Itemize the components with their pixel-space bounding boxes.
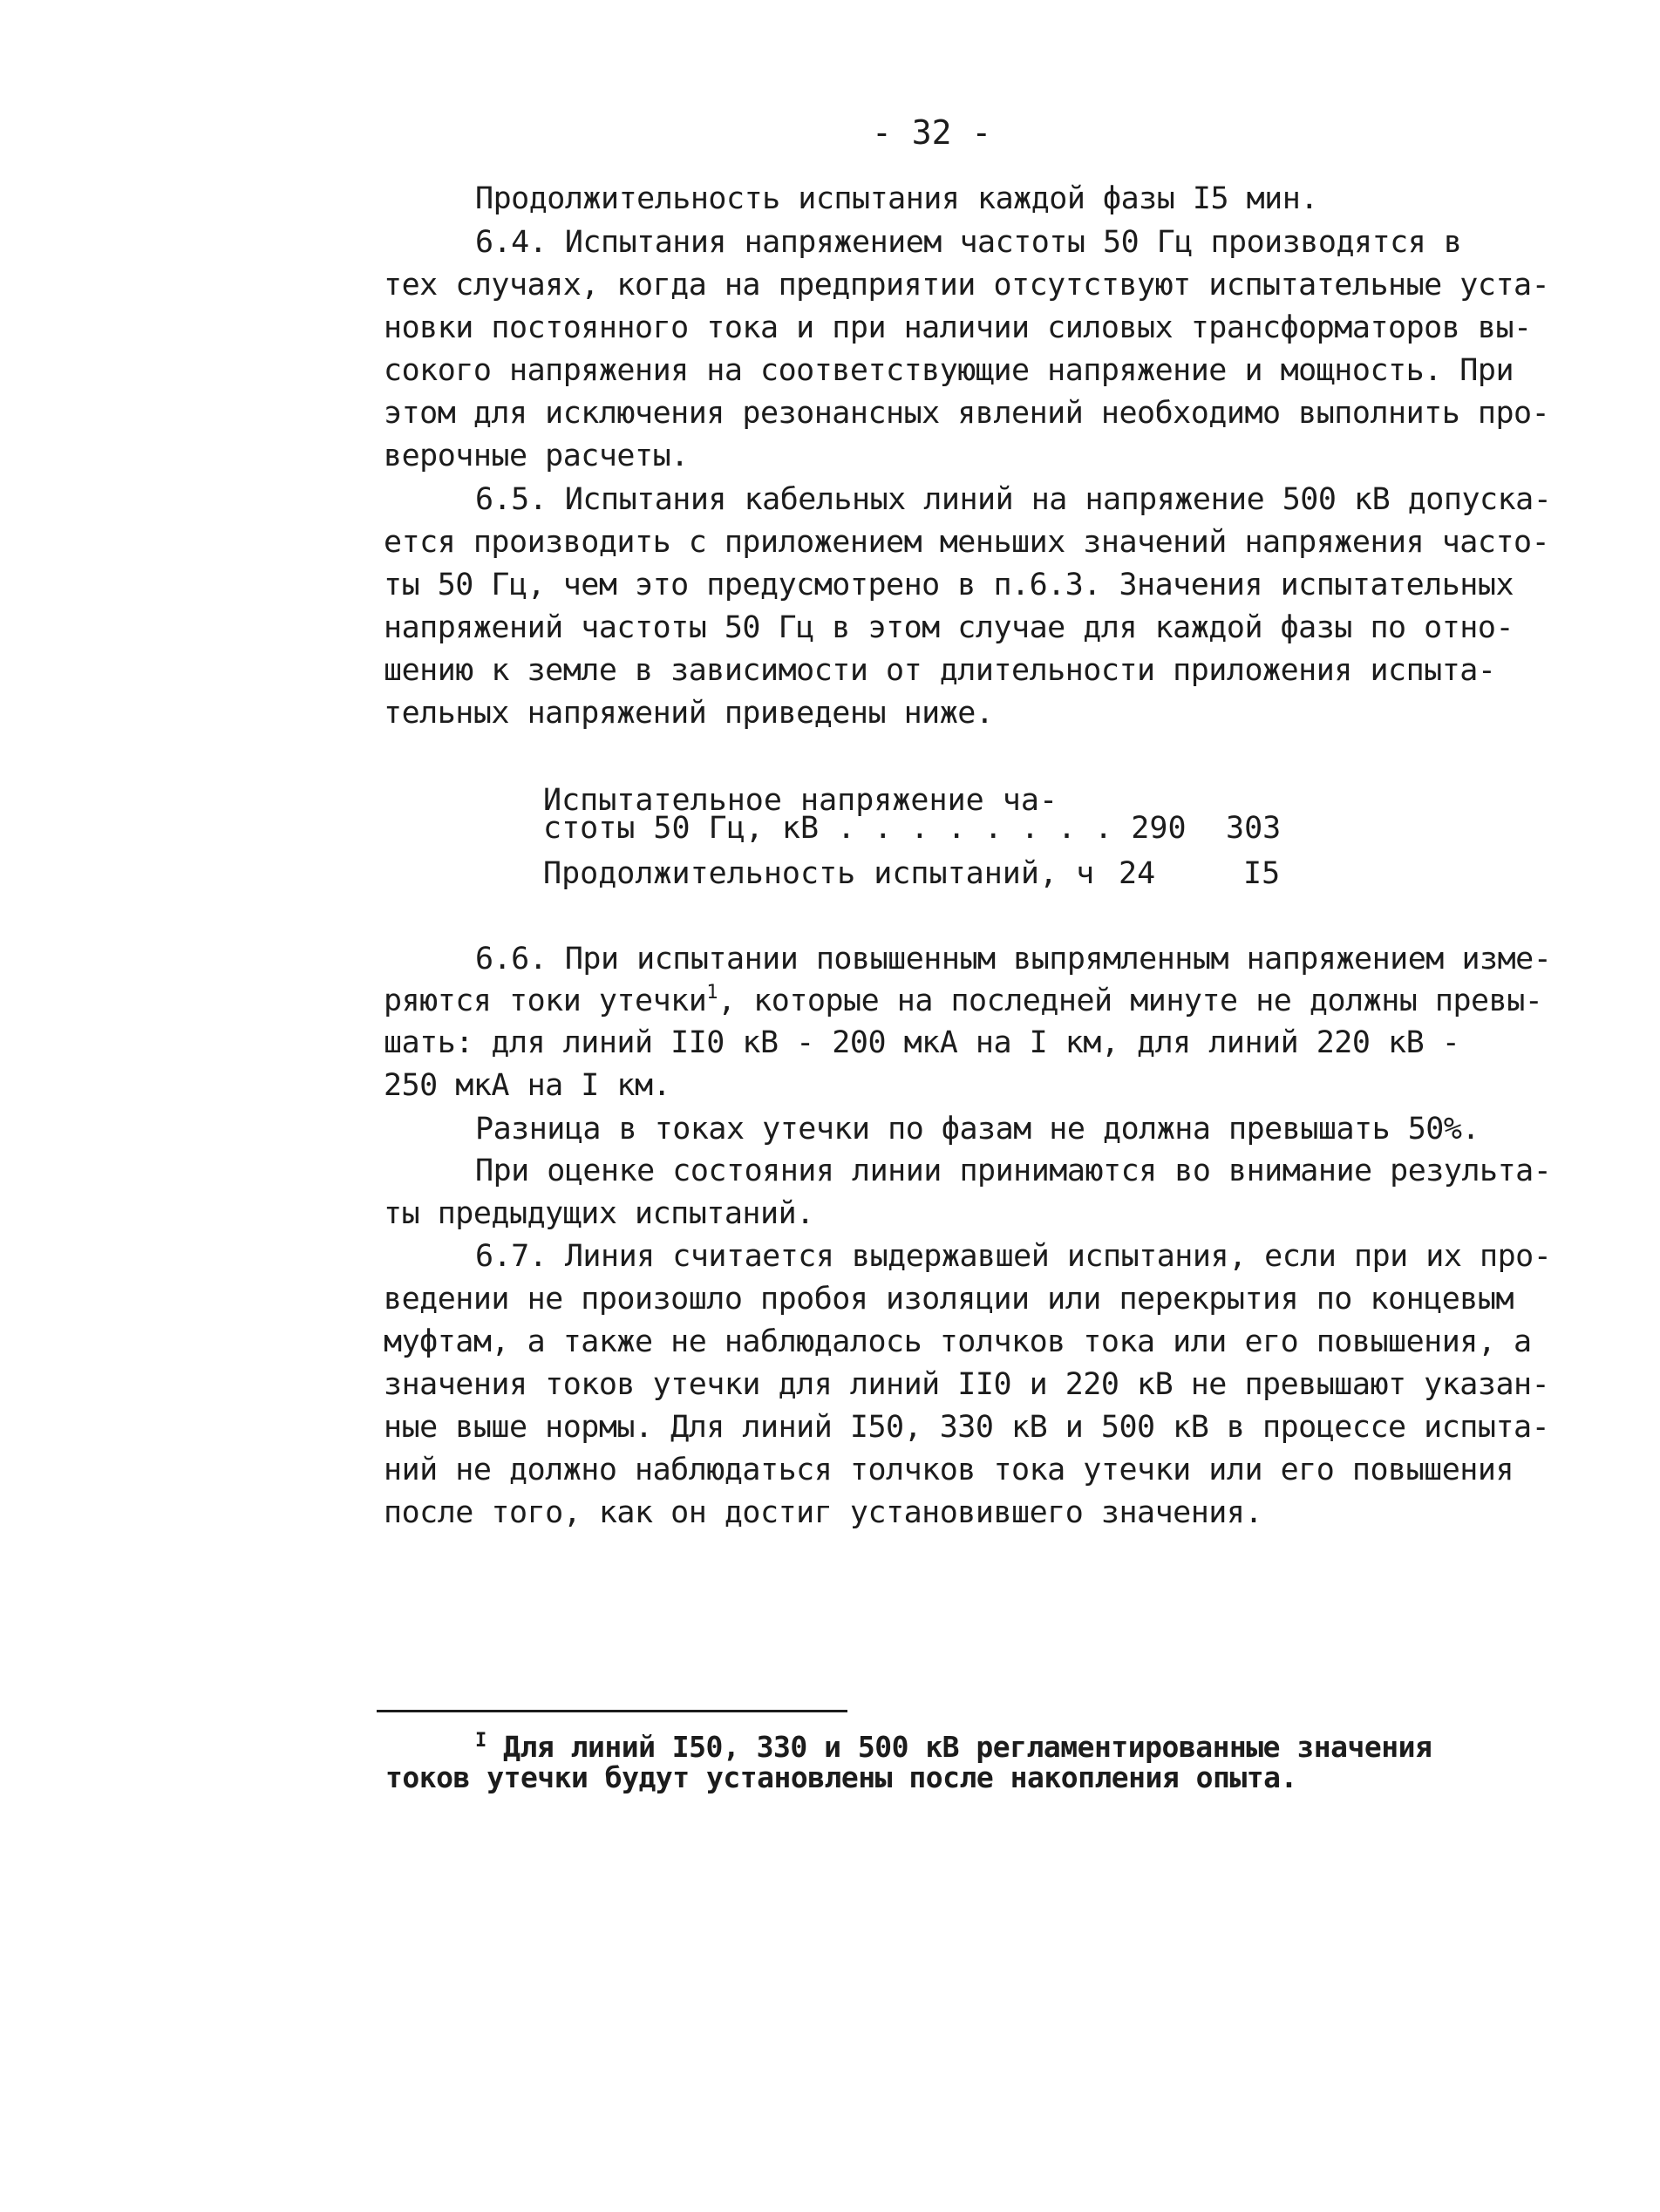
text-line: шать: для линий II0 кВ - 200 мкА на I км, для линий 220 кВ - bbox=[384, 1025, 1460, 1060]
text-line bbox=[384, 983, 1542, 1018]
footnote-mark: I bbox=[475, 1730, 486, 1752]
table-label: стоты 50 Гц, кВ . . . . . . . . 290 bbox=[543, 811, 1187, 846]
text-line: сокого напряжения на соответствующие напряжение и мощность. При bbox=[384, 353, 1514, 388]
table-label: Испытательное напряжение ча- bbox=[543, 783, 1058, 818]
text-line: верочные расчеты. bbox=[384, 439, 689, 473]
table-row bbox=[543, 809, 1293, 847]
text-line: 6.4. Испытания напряжением частоты 50 Гц производятся в bbox=[475, 225, 1462, 260]
text-line: значения токов утечки для линий II0 и 220 кВ не превышают указан- bbox=[384, 1367, 1550, 1402]
text-line: ний не должно наблюдаться толчков тока утечки или его повышения bbox=[384, 1453, 1514, 1487]
text-line: этом для исключения резонансных явлений необходимо выполнить про- bbox=[384, 396, 1550, 431]
text-line: ты предыдущих испытаний. bbox=[384, 1196, 814, 1231]
text-line: новки постоянного тока и при наличии силовых трансформаторов вы- bbox=[384, 310, 1532, 345]
text-line: ведении не произошло пробоя изоляции или перекрытия по концевым bbox=[384, 1282, 1514, 1317]
text-line: 250 мкА на I км. bbox=[384, 1068, 671, 1103]
footnote-line: токов утечки будут установлены после накопления опыта. bbox=[385, 1760, 1297, 1794]
text-fragment: ряются токи утечки bbox=[384, 983, 707, 1018]
text-fragment: , которые на последней минуте не должны превы- bbox=[718, 983, 1543, 1018]
text-line: муфтам, а также не наблюдалось толчков тока или его повышения, а bbox=[384, 1324, 1532, 1359]
page-number: - 32 - bbox=[872, 113, 992, 152]
text-line: ется производить с приложением меньших значений напряжения часто- bbox=[384, 525, 1550, 560]
table-value: I5 bbox=[1243, 856, 1281, 891]
text-line: тех случаях, когда на предприятии отсутствуют испытательные уста- bbox=[384, 268, 1550, 303]
table-label: Продолжительность испытаний, ч bbox=[543, 856, 1095, 891]
text-line: При оценке состояния линии принимаются во внимание результа- bbox=[475, 1154, 1552, 1188]
table-row bbox=[543, 854, 1293, 893]
table-value: 24 bbox=[1119, 856, 1156, 891]
text-line: Продолжительность испытания каждой фазы I5 мин. bbox=[475, 181, 1318, 216]
footnote-line bbox=[475, 1731, 1432, 1764]
text-line: после того, как он достиг установившего значения. bbox=[384, 1495, 1263, 1530]
footnote-reference: 1 bbox=[706, 982, 718, 1004]
text-line: 6.5. Испытания кабельных линий на напряжение 500 кВ допуска- bbox=[475, 482, 1552, 517]
footnote-divider bbox=[377, 1710, 847, 1712]
text-line: шению к земле в зависимости от длительности приложения испыта- bbox=[384, 653, 1496, 688]
text-line: ные выше нормы. Для линий I50, 330 кВ и 500 кВ в процессе испыта- bbox=[384, 1410, 1550, 1445]
footnote-text: Для линий I50, 330 и 500 кВ регламентированные значения bbox=[503, 1730, 1432, 1764]
text-line: напряжений частоты 50 Гц в этом случае для каждой фазы по отно- bbox=[384, 610, 1514, 645]
text-line: тельных напряжений приведены ниже. bbox=[384, 696, 994, 731]
text-line: ты 50 Гц, чем это предусмотрено в п.6.3. Значения испытательных bbox=[384, 568, 1514, 602]
table-value: 303 bbox=[1226, 811, 1282, 846]
text-line: 6.7. Линия считается выдержавшей испытания, если при их про- bbox=[475, 1239, 1552, 1274]
text-line: Разница в токах утечки по фазам не должна превышать 50%. bbox=[475, 1112, 1480, 1147]
text-line: 6.6. При испытании повышенным выпрямленным напряжением изме- bbox=[475, 942, 1552, 977]
